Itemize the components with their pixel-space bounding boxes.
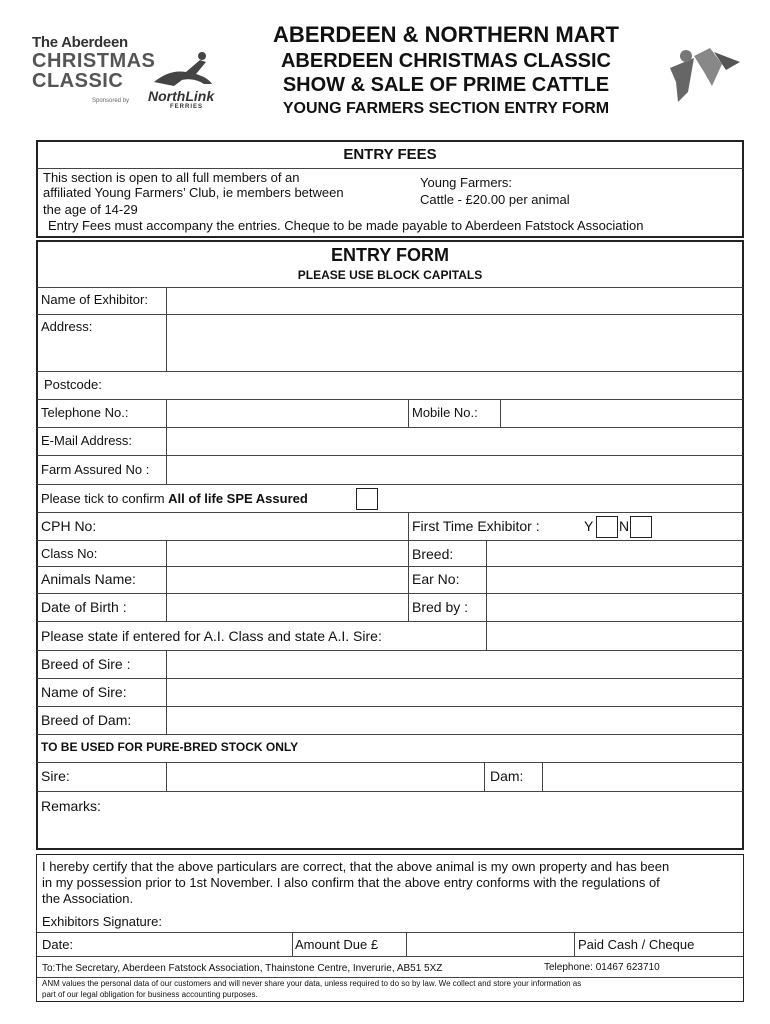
row-line bbox=[37, 540, 743, 541]
label-yes: Y bbox=[584, 518, 594, 534]
first-time-yes-checkbox[interactable] bbox=[596, 516, 618, 538]
sire-field[interactable] bbox=[168, 764, 482, 790]
logo-line2: CHRISTMAS bbox=[32, 50, 156, 72]
fees-right1: Young Farmers: bbox=[420, 175, 513, 190]
col-line bbox=[500, 399, 501, 427]
breed-of-sire-field[interactable] bbox=[168, 652, 742, 677]
class-no-field[interactable] bbox=[168, 542, 406, 565]
form-subheading: PLEASE USE BLOCK CAPITALS bbox=[297, 268, 483, 282]
postcode-field[interactable] bbox=[168, 373, 742, 398]
row-line bbox=[37, 706, 743, 707]
dam-field[interactable] bbox=[544, 764, 742, 790]
label-class-no: Class No: bbox=[41, 546, 98, 561]
label-amount-due: Amount Due £ bbox=[295, 937, 379, 952]
name-of-sire-field[interactable] bbox=[168, 680, 742, 705]
privacy-text2: part of our legal obligation for business accounting purposes. bbox=[42, 990, 258, 999]
logo-sponsor-sub: FERRIES bbox=[170, 104, 204, 110]
row-line bbox=[37, 650, 743, 651]
bred-by-field[interactable] bbox=[488, 595, 742, 620]
declaration-text1: I hereby certify that the above particulars are correct, that the above animal is my own property and has been bbox=[42, 859, 670, 874]
declaration-text2: in my possession prior to 1st November. I also confirm that the above entry conforms with the regulations of bbox=[42, 875, 660, 890]
row-line bbox=[37, 593, 743, 594]
label-telephone: Telephone No.: bbox=[41, 405, 129, 420]
col-line bbox=[486, 540, 487, 650]
name-of-exhibitor-field[interactable] bbox=[168, 289, 742, 313]
label-email: E-Mail Address: bbox=[41, 433, 133, 448]
logo-line1: The Aberdeen bbox=[32, 34, 128, 51]
col-line bbox=[166, 762, 167, 791]
col-line bbox=[166, 540, 167, 621]
pure-bred-heading: TO BE USED FOR PURE-BRED STOCK ONLY bbox=[41, 740, 299, 754]
label-breed-of-dam: Breed of Dam: bbox=[41, 712, 132, 728]
label-dob: Date of Birth : bbox=[41, 599, 127, 615]
label-name-of-sire: Name of Sire: bbox=[41, 684, 127, 700]
row-line bbox=[37, 977, 743, 978]
label-name-of-exhibitor: Name of Exhibitor: bbox=[41, 292, 148, 307]
row-line bbox=[37, 932, 743, 933]
row-line bbox=[37, 484, 743, 485]
fees-note: Entry Fees must accompany the entries. Cheque to be made payable to Aberdeen Fatstock Association bbox=[48, 218, 644, 233]
label-dam: Dam: bbox=[490, 768, 524, 784]
logo-sponsored: Sponsored by bbox=[92, 98, 130, 104]
header-title3: SHOW & SALE OF PRIME CATTLE bbox=[282, 74, 610, 96]
fees-text3: the age of 14-29 bbox=[43, 202, 138, 217]
date-field[interactable] bbox=[90, 934, 290, 955]
ai-sire-field[interactable] bbox=[488, 623, 742, 649]
row-line bbox=[37, 956, 743, 957]
row-line bbox=[37, 371, 743, 372]
row-line bbox=[37, 455, 743, 456]
secretary-address: To:The Secretary, Aberdeen Fatstock Association, Thainstone Centre, Inverurie, AB51 5XZ bbox=[42, 963, 443, 974]
label-no: N bbox=[619, 518, 630, 534]
fees-text2: affiliated Young Farmers’ Club, ie members between bbox=[43, 185, 344, 200]
breed-field[interactable] bbox=[488, 542, 742, 565]
dob-field[interactable] bbox=[168, 595, 406, 620]
label-sire: Sire: bbox=[41, 768, 70, 784]
first-time-no-checkbox[interactable] bbox=[630, 516, 652, 538]
farm-assured-field[interactable] bbox=[168, 457, 742, 483]
declaration-text3: the Association. bbox=[42, 891, 134, 906]
header-title2: ABERDEEN CHRISTMAS CLASSIC bbox=[280, 50, 612, 72]
tick-confirm-bold: All of life SPE Assured bbox=[168, 491, 308, 506]
ear-no-field[interactable] bbox=[488, 568, 742, 592]
form-heading: ENTRY FORM bbox=[330, 245, 449, 265]
header-title1: ABERDEEN & NORTHERN MART bbox=[273, 22, 619, 47]
address-field[interactable] bbox=[168, 316, 742, 370]
christmas-classic-logo bbox=[30, 34, 220, 114]
row-line bbox=[37, 566, 743, 567]
logo-sponsor-name: NorthLink bbox=[148, 88, 215, 104]
label-breed: Breed: bbox=[412, 546, 454, 562]
label-bred-by: Bred by : bbox=[412, 599, 469, 615]
label-remarks: Remarks: bbox=[41, 798, 101, 814]
row-line bbox=[37, 512, 743, 513]
label-farm-assured: Farm Assured No : bbox=[41, 462, 150, 477]
row-line bbox=[37, 734, 743, 735]
row-line bbox=[37, 314, 743, 315]
col-line bbox=[408, 399, 409, 427]
row-line bbox=[37, 621, 743, 622]
label-date: Date: bbox=[42, 937, 74, 952]
col-line bbox=[484, 762, 485, 791]
label-ai-class: Please state if entered for A.I. Class and state A.I. Sire: bbox=[41, 628, 382, 644]
animals-name-field[interactable] bbox=[168, 568, 406, 592]
label-postcode: Postcode: bbox=[44, 377, 102, 392]
fees-text1: This section is open to all full members of an bbox=[43, 170, 300, 185]
row-line bbox=[37, 678, 743, 679]
col-line bbox=[542, 762, 543, 791]
mart-logo-icon bbox=[664, 42, 744, 108]
label-animals-name: Animals Name: bbox=[41, 571, 136, 587]
telephone-field[interactable] bbox=[168, 401, 406, 426]
col-line bbox=[166, 399, 167, 484]
row-line bbox=[37, 287, 743, 288]
amount-due-field[interactable] bbox=[408, 934, 572, 955]
fees-right2: Cattle - £20.00 per animal bbox=[420, 192, 570, 207]
label-breed-of-sire: Breed of Sire : bbox=[41, 656, 131, 672]
col-line bbox=[574, 932, 575, 956]
signature-field[interactable] bbox=[180, 910, 740, 930]
label-tick-confirm bbox=[41, 491, 308, 506]
col-line bbox=[166, 287, 167, 371]
col-line bbox=[408, 512, 409, 621]
email-field[interactable] bbox=[168, 429, 742, 454]
secretary-telephone: Telephone: 01467 623710 bbox=[544, 962, 660, 973]
mobile-field[interactable] bbox=[502, 401, 742, 426]
col-line bbox=[292, 932, 293, 956]
label-cph: CPH No: bbox=[41, 518, 97, 534]
fees-divider bbox=[37, 168, 743, 169]
privacy-text1: ANM values the personal data of our customers and will never share your data, unless required to do so by law. We collect and store your information as bbox=[42, 979, 582, 988]
tick-confirm-prefix: Please tick to confirm bbox=[41, 491, 169, 506]
breed-of-dam-field[interactable] bbox=[168, 708, 742, 733]
row-line bbox=[37, 399, 743, 400]
fees-heading: ENTRY FEES bbox=[343, 146, 437, 163]
label-mobile: Mobile No.: bbox=[412, 405, 478, 420]
spe-assured-checkbox[interactable] bbox=[356, 488, 378, 510]
col-line bbox=[166, 650, 167, 734]
col-line bbox=[406, 932, 407, 956]
label-address: Address: bbox=[41, 319, 93, 334]
label-ear-no: Ear No: bbox=[412, 571, 460, 587]
label-paid: Paid Cash / Cheque bbox=[578, 937, 695, 952]
cph-field[interactable] bbox=[166, 514, 406, 539]
row-line bbox=[37, 791, 743, 792]
label-first-time: First Time Exhibitor : bbox=[412, 518, 540, 534]
remarks-field[interactable] bbox=[38, 815, 742, 848]
rider-silhouette-icon bbox=[150, 48, 216, 88]
header-title4: YOUNG FARMERS SECTION ENTRY FORM bbox=[282, 100, 610, 117]
label-signature: Exhibitors Signature: bbox=[42, 914, 162, 929]
row-line bbox=[37, 762, 743, 763]
row-line bbox=[37, 427, 743, 428]
logo-line3: CLASSIC bbox=[32, 70, 124, 92]
